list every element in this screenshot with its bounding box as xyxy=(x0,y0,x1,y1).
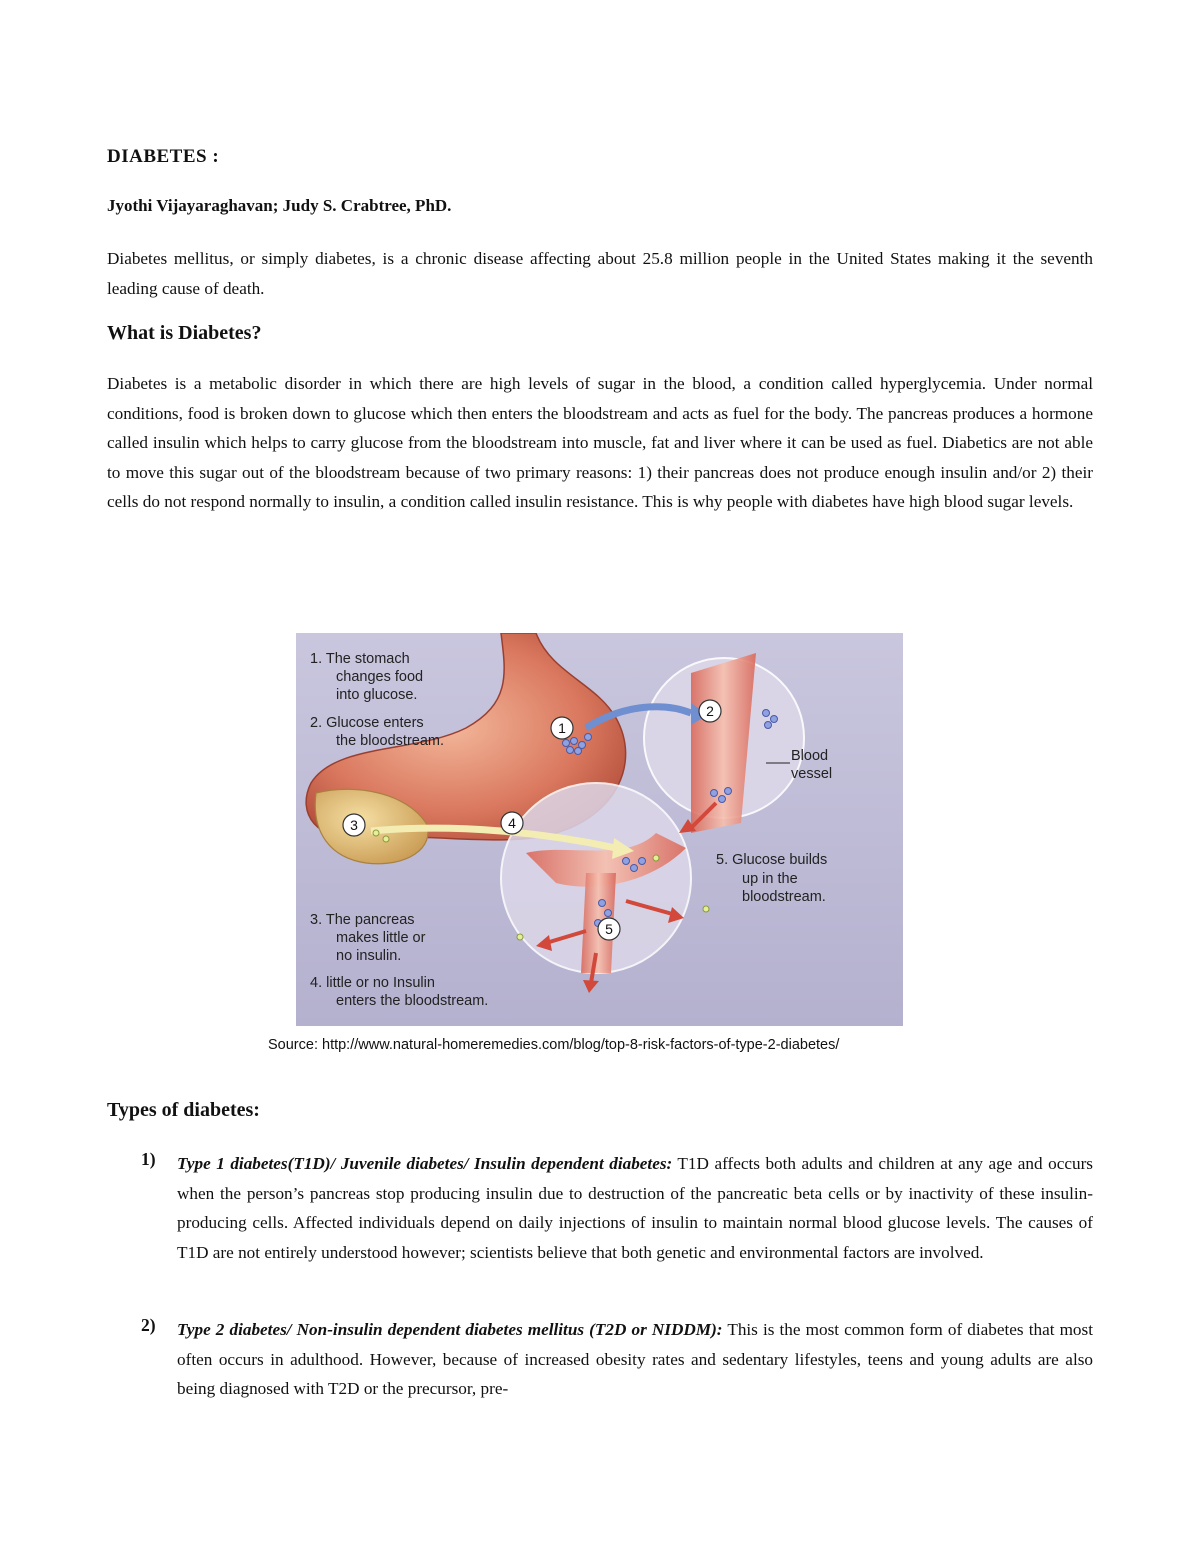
figure-label-5c: bloodstream. xyxy=(742,889,826,905)
what-is-diabetes-paragraph: Diabetes is a metabolic disorder in which there are high levels of sugar in the blood, a condition called hyperglycemia. Under normal conditions, food is broken down to glucose which then enters the bloodstream and acts as fuel for the body. The pancreas produces a hormone called insulin which helps to carry glucose from the bloodstream into muscle, fat and liver where it can be used as fuel. Diabetics are not able to move this sugar out of the bloodstream because of two primary reasons: 1) their pancreas does not produce enough insulin and/or 2) their cells do not respond normally to insulin, a condition called insulin resistance. This is why people with diabetes have high blood sugar levels. xyxy=(107,374,1093,512)
section-heading-what-is-diabetes: What is Diabetes? xyxy=(107,322,262,344)
figure-number-2: 2 xyxy=(706,703,714,719)
section-heading-types: Types of diabetes: xyxy=(107,1099,260,1121)
figure-label-3b: makes little or xyxy=(336,930,426,946)
diabetes-illustration xyxy=(296,633,903,1026)
figure-label-1b: changes food xyxy=(336,669,424,685)
intro-paragraph: Diabetes mellitus, or simply diabetes, is a chronic disease affecting about 25.8 million people in the United States making it the seventh leading cause of death. xyxy=(107,249,1093,298)
figure-label-5b: up in the xyxy=(742,871,798,887)
figure-label-4b: enters the bloodstream. xyxy=(336,993,489,1009)
figure-label-3a: 3. The pancreas xyxy=(310,912,415,928)
figure-number-4: 4 xyxy=(508,815,516,831)
figure-label-2a: 2. Glucose enters xyxy=(310,715,424,731)
document-title: DIABETES : xyxy=(107,146,220,167)
list-item-description: This is the most common form of diabetes that most often occurs in adulthood. However, because of increased obesity rates and sedentary lifestyles, teens and young adults are also being diagnosed with T2D or the precursor, pre- xyxy=(177,1320,1093,1399)
figure-label-2b: the bloodstream. xyxy=(336,733,445,749)
document-authors: Jyothi Vijayaraghavan; Judy S. Crabtree, PhD. xyxy=(107,196,452,215)
figure-label-3c: no insulin. xyxy=(336,948,402,964)
list-item-number: 1) xyxy=(141,1149,156,1169)
figure-label-4a: 4. little or no Insulin xyxy=(310,975,435,991)
list-item-text xyxy=(177,1149,1093,1267)
figure-caption: Source: http://www.natural-homeremedies.com/blog/top-8-risk-factors-of-type-2-diabetes/ xyxy=(268,1037,840,1053)
list-item-term: Type 1 diabetes(T1D)/ Juvenile diabetes/ Insulin dependent diabetes: xyxy=(177,1154,673,1173)
figure-number-1: 1 xyxy=(558,720,566,736)
figure-label-blood: Blood xyxy=(791,748,829,764)
list-item-description: T1D affects both adults and children at any age and occurs when the person’s pancreas stop producing insulin due to destruction of the pancreatic beta cells or by inactivity of these insulin-producing cells. Affected individuals depend on daily injections of insulin to maintain normal blood glucose levels. The causes of T1D are not entirely understood however; scientists believe that both genetic and environmental factors are involved. xyxy=(177,1154,1093,1262)
figure-label-5a: 5. Glucose builds xyxy=(716,852,828,868)
figure-label-1a: 1. The stomach xyxy=(310,651,410,667)
figure-label-1c: into glucose. xyxy=(336,687,418,703)
list-item-term: Type 2 diabetes/ Non-insulin dependent diabetes mellitus (T2D or NIDDM): xyxy=(177,1320,723,1339)
figure-number-5: 5 xyxy=(605,921,613,937)
list-item-text xyxy=(177,1315,1093,1404)
list-item-number: 2) xyxy=(141,1315,156,1335)
figure-label-vessel: vessel xyxy=(791,766,833,782)
figure-number-3: 3 xyxy=(350,817,358,833)
